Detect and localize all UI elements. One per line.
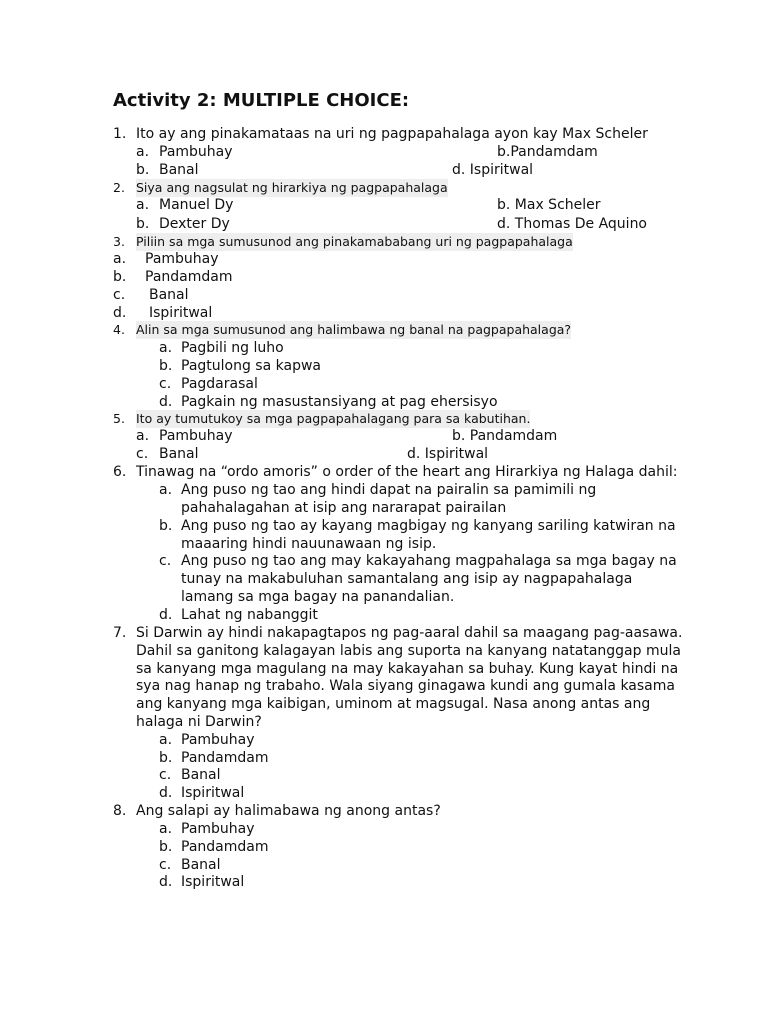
q4-number: 4. [113, 322, 125, 337]
q6-option-c-letter: c. [159, 553, 172, 569]
q8-option-c-letter: c. [159, 857, 172, 873]
q8-text: Ang salapi ay halimabawa ng anong antas? [136, 803, 441, 819]
q7-option-d-letter: d. [159, 785, 173, 801]
q4-option-a: Pagbili ng luho [181, 340, 284, 356]
q5-option-c: Banal [159, 446, 199, 462]
q6-option-a-line2: pahahalagahan at isip ang nararapat pairailan [181, 500, 507, 516]
q7-line6: halaga ni Darwin? [136, 714, 262, 730]
q7-option-d: Ispiritwal [181, 785, 245, 801]
q6-number: 6. [113, 464, 127, 480]
q6-option-b-line2: maaaring hindi nauunawaan ng isip. [181, 536, 437, 552]
q8-option-a: Pambuhay [181, 821, 255, 837]
q8-option-a-letter: a. [159, 821, 173, 837]
q8-number: 8. [113, 803, 127, 819]
q2-option-b: Dexter Dy [159, 216, 230, 232]
q6-option-a-line1: Ang puso ng tao ang hindi dapat na pairalin sa pamimili ng [181, 482, 597, 498]
q4-option-c: Pagdarasal [181, 376, 258, 392]
q1-text: Ito ay ang pinakamataas na uri ng pagpapahalaga ayon kay Max Scheler [136, 126, 648, 142]
q1-option-b-letter: b. [136, 162, 150, 178]
q4-option-c-letter: c. [159, 376, 172, 392]
q2-option-a: Manuel Dy [159, 197, 234, 213]
q1-option-b-right: b.Pandamdam [497, 144, 598, 160]
q1-option-a: Pambuhay [159, 144, 233, 160]
q5-text: Ito ay tumutukoy sa mga pagpapahalagang para sa kabutihan. [136, 411, 531, 426]
q7-number: 7. [113, 625, 127, 641]
q6-option-d-line1: Lahat ng nabanggit [181, 607, 318, 623]
q4-option-b: Pagtulong sa kapwa [181, 358, 321, 374]
q5-option-c-letter: c. [136, 446, 149, 462]
q8-option-b: Pandamdam [181, 839, 269, 855]
q7-line1: Si Darwin ay hindi nakapagtapos ng pag-aaral dahil sa maagang pag-aasawa. [136, 625, 683, 641]
activity-title: Activity 2: MULTIPLE CHOICE: [113, 90, 410, 111]
q7-line2: Dahil sa ganitong kalagayan labis ang suporta na kanyang natatanggap mula [136, 643, 681, 659]
q3-option-c: Banal [149, 287, 189, 303]
q3-option-b-letter: b. [113, 269, 127, 285]
q6-option-a-letter: a. [159, 482, 173, 498]
q6-option-d-letter: d. [159, 607, 173, 623]
q2-option-d-right: d. Thomas De Aquino [497, 216, 648, 232]
q5-option-b-right: b. Pandamdam [452, 428, 558, 444]
q7-line4: sya nag hanap ng trabaho. Wala siyang ginagawa kundi ang gumala kasama [136, 678, 675, 694]
q5-option-a: Pambuhay [159, 428, 233, 444]
q3-option-d: Ispiritwal [149, 305, 213, 321]
q7-option-a: Pambuhay [181, 732, 255, 748]
q7-option-b-letter: b. [159, 750, 173, 766]
q3-option-a: Pambuhay [145, 251, 219, 267]
q8-option-b-letter: b. [159, 839, 173, 855]
q2-option-b-letter: b. [136, 216, 150, 232]
q6-option-c-line1: Ang puso ng tao ang may kakayahang magpahalaga sa mga bagay na [181, 553, 677, 569]
q7-line3: sa kanyang mga magulang na may kakayahan sa buhay. Kung kayat hindi na [136, 661, 679, 677]
q7-line5: ang kanyang mga kaibigan, uminom at magsugal. Nasa anong antas ang [136, 696, 651, 712]
q4-option-b-letter: b. [159, 358, 173, 374]
q6-option-c-line2: tunay na makabuluhan samantalang ang isip ay nagpapahalaga [181, 571, 633, 587]
q1-option-b: Banal [159, 162, 199, 178]
q2-option-a-letter: a. [136, 197, 150, 213]
q7-option-b: Pandamdam [181, 750, 269, 766]
q7-option-c: Banal [181, 767, 221, 783]
q6-option-c-line3: lamang sa mga bagay na panandalian. [181, 589, 455, 605]
q1-number: 1. [113, 126, 127, 142]
q8-option-d-letter: d. [159, 874, 173, 890]
q6-option-b-letter: b. [159, 518, 173, 534]
q4-option-a-letter: a. [159, 340, 173, 356]
q1-option-d: d. Ispiritwal [452, 162, 534, 178]
q2-option-b-right: b. Max Scheler [497, 197, 601, 213]
q4-option-d: Pagkain ng masustansiyang at pag ehersisyo [181, 394, 498, 410]
q6-text: Tinawag na “ordo amoris” o order of the heart ang Hirarkiya ng Halaga dahil: [136, 464, 678, 480]
q3-option-c-letter: c. [113, 287, 126, 303]
q7-option-c-letter: c. [159, 767, 172, 783]
q3-option-b: Pandamdam [145, 269, 233, 285]
q5-option-d-right: d. Ispiritwal [407, 446, 489, 462]
q8-option-d: Ispiritwal [181, 874, 245, 890]
q3-option-d-letter: d. [113, 305, 127, 321]
q2-text: Siya ang nagsulat ng hirarkiya ng pagpapahalaga [136, 180, 448, 195]
q4-text: Alin sa mga sumusunod ang halimbawa ng banal na pagpapahalaga? [136, 322, 572, 337]
q6-option-b-line1: Ang puso ng tao ay kayang magbigay ng kanyang sariling katwiran na [181, 518, 676, 534]
q4-option-d-letter: d. [159, 394, 173, 410]
q1-option-a-letter: a. [136, 144, 150, 160]
q8-option-c: Banal [181, 857, 221, 873]
q7-option-a-letter: a. [159, 732, 173, 748]
q5-number: 5. [113, 411, 125, 426]
q3-option-a-letter: a. [113, 251, 127, 267]
q2-number: 2. [113, 180, 125, 195]
q5-option-a-letter: a. [136, 428, 150, 444]
q3-text: Piliin sa mga sumusunod ang pinakamababang uri ng pagpapahalaga [136, 234, 573, 249]
q3-number: 3. [113, 234, 125, 249]
